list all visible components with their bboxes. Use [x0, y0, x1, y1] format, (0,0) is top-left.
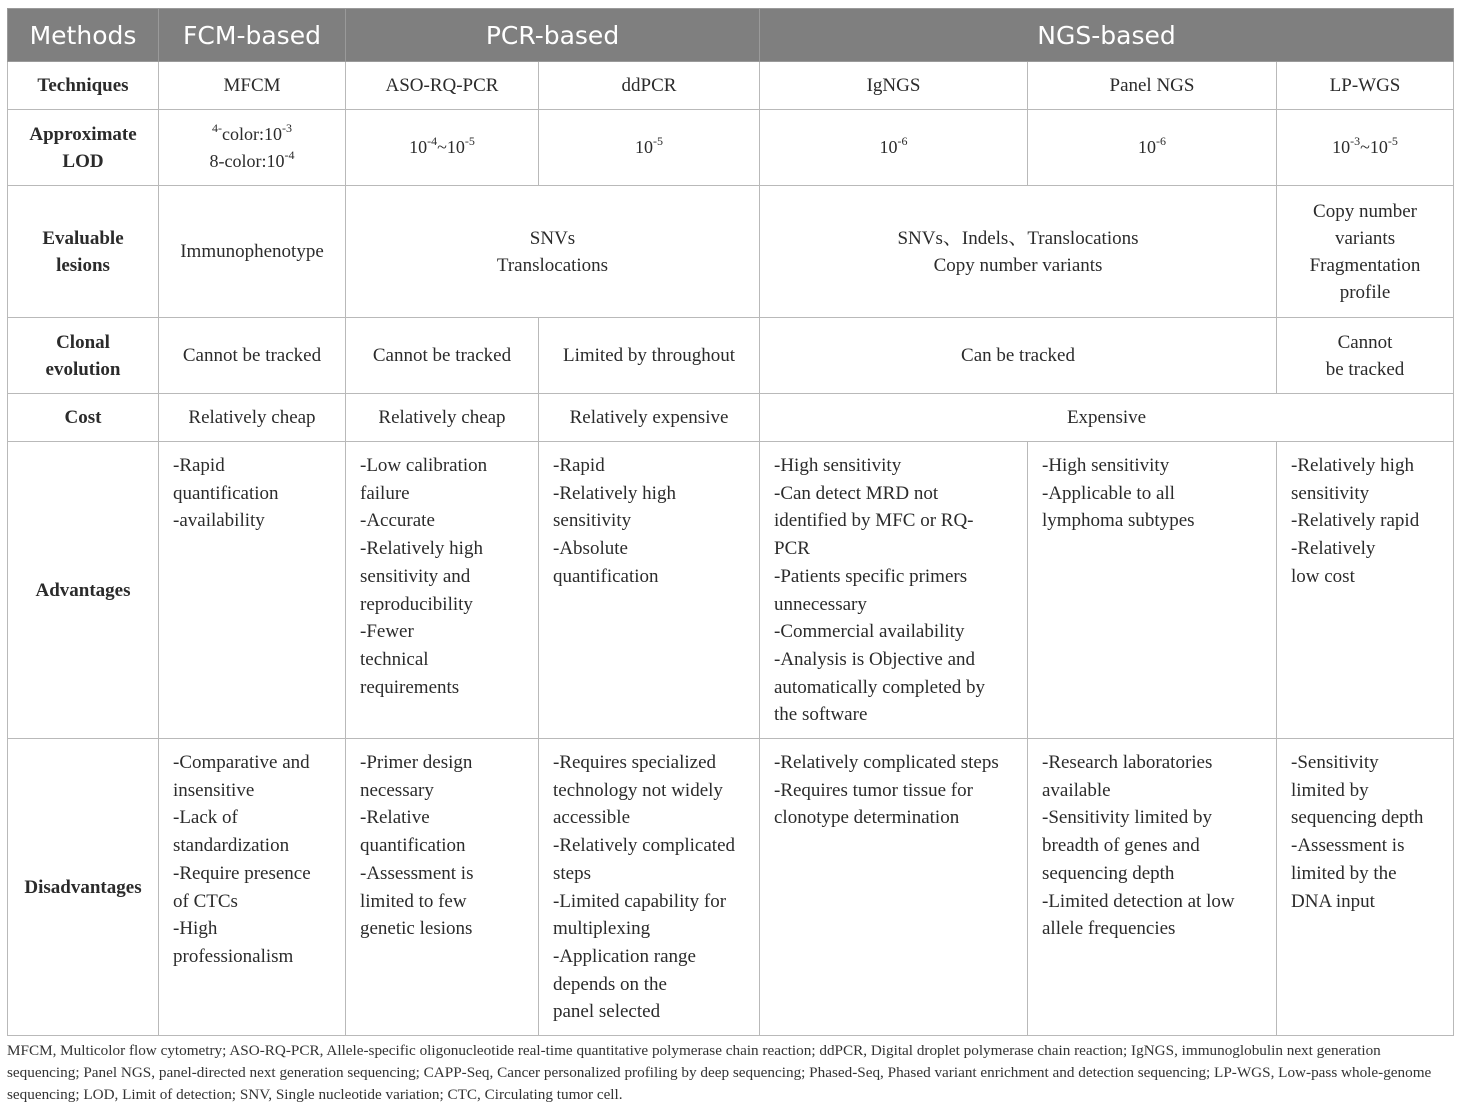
- cell-line: quantification: [173, 482, 279, 504]
- cell-line: -Requires tumor tissue for: [774, 779, 973, 801]
- cell-line: Cannot: [1337, 331, 1393, 353]
- cell-line: -Comparative and: [173, 752, 310, 773]
- cell-advantages-aso: [346, 442, 539, 739]
- cell-disadvantages-mfcm: [159, 739, 346, 1036]
- cell-advantages-igngs: [760, 442, 1028, 739]
- cell-line: of CTCs: [173, 890, 238, 912]
- table-row: [8, 110, 1454, 186]
- lod-line: $^{4-}color:10^{-3}$: [212, 120, 292, 144]
- cell-line: PCR: [774, 538, 810, 560]
- cell-line: -Application range: [553, 945, 696, 967]
- cell-line: -Lack of: [173, 807, 238, 829]
- cell-line: -Fewer: [360, 621, 414, 643]
- cell-line: -Relatively complicated steps: [774, 752, 999, 773]
- cell-line: standardization: [173, 835, 290, 857]
- cell-lod-lpwgs: $10^{-3}\sim 10^{-5}$: [1277, 110, 1454, 186]
- cell-line: Copy number variants: [933, 254, 1103, 276]
- cell-line: automatically completed by: [774, 676, 986, 698]
- cell-cost-ngs: Expensive: [760, 394, 1454, 442]
- cell-line: -Analysis is Objective and: [774, 648, 976, 670]
- cell-line: -Requires specialized: [553, 752, 717, 773]
- table-row: [8, 442, 1454, 739]
- cell-line: -Primer design: [360, 752, 473, 773]
- row-label-advantages: Advantages: [8, 442, 159, 739]
- cell-line: -Accurate: [360, 510, 435, 532]
- cell-line: sensitivity: [1291, 482, 1370, 504]
- cell-line: -Assessment is: [360, 862, 474, 884]
- cell-line: insensitive: [173, 779, 255, 801]
- cell-line: unnecessary: [774, 593, 867, 615]
- mrd-methods-comparison-table: [7, 8, 1454, 1036]
- cell-line: the software: [774, 704, 868, 726]
- row-label-line: evolution: [45, 358, 121, 380]
- cell-line: SNVs: [529, 227, 576, 249]
- cell-clonal-ngs: Can be tracked: [760, 318, 1277, 394]
- cell-line: -Relatively high: [553, 482, 676, 504]
- cell-line: limited by: [1291, 779, 1369, 801]
- cell-line: -Sensitivity limited by: [1042, 807, 1212, 829]
- cell-line: quantification: [553, 565, 659, 587]
- cell-line: panel selected: [553, 1001, 661, 1023]
- cell-line: available: [1042, 779, 1111, 801]
- cell-lod-panel: $10^{-6}$: [1028, 110, 1277, 186]
- cell-line: sequencing depth: [1291, 807, 1424, 829]
- lod-line: $8-color:10^{-4}$: [209, 147, 295, 171]
- cell-lesions-pcr: [346, 186, 760, 318]
- cell-line: -Relatively high: [1291, 455, 1414, 476]
- cell-line: quantification: [360, 835, 466, 857]
- row-label-line: Approximate: [29, 123, 137, 145]
- cell-line: -Relatively high: [360, 538, 483, 560]
- cell-line: -Relatively rapid: [1291, 510, 1420, 532]
- cell-disadvantages-igngs: [760, 739, 1028, 1036]
- cell-line: -availability: [173, 510, 265, 532]
- cell-line: sensitivity: [553, 510, 632, 532]
- cell-clonal-aso: Cannot be tracked: [346, 318, 539, 394]
- cell-line: allele frequencies: [1042, 918, 1176, 940]
- cell-cost-mfcm: Relatively cheap: [159, 394, 346, 442]
- row-label-techniques: Techniques: [8, 62, 159, 110]
- cell-line: reproducibility: [360, 593, 473, 615]
- cell-line: -Low calibration: [360, 455, 488, 476]
- cell-line: technology not widely: [553, 779, 723, 801]
- cell-advantages-mfcm: [159, 442, 346, 739]
- cell-line: sequencing depth: [1042, 862, 1175, 884]
- cell-line: -Applicable to all: [1042, 482, 1175, 504]
- cell-lod-igngs: $10^{-6}$: [760, 110, 1028, 186]
- cell-advantages-panel: [1028, 442, 1277, 739]
- cell-line: accessible: [553, 807, 631, 829]
- cell-line: Translocations: [496, 254, 609, 276]
- cell-clonal-ddpcr: Limited by throughout: [539, 318, 760, 394]
- cell-lod-mfcm: [159, 110, 346, 186]
- table-row: [8, 739, 1454, 1036]
- cell-line: steps: [553, 862, 591, 884]
- cell-mfcm: MFCM: [159, 62, 346, 110]
- row-label-disadvantages: Disadvantages: [8, 739, 159, 1036]
- cell-line: -Relative: [360, 807, 430, 829]
- cell-line: Fragmentation: [1309, 254, 1421, 276]
- cell-line: requirements: [360, 676, 460, 698]
- cell-line: failure: [360, 482, 410, 504]
- cell-lesions-ngs: [760, 186, 1277, 318]
- row-label-clonal: [8, 318, 159, 394]
- cell-line: breadth of genes and: [1042, 835, 1200, 857]
- table-row: [8, 394, 1454, 442]
- table-header: [8, 9, 1454, 62]
- cell-line: professionalism: [173, 945, 294, 967]
- cell-line: -High sensitivity: [1042, 455, 1170, 476]
- cell-line: -Commercial availability: [774, 621, 965, 643]
- header-pcr-based: PCR-based: [346, 9, 760, 62]
- cell-disadvantages-ddpcr: [539, 739, 760, 1036]
- cell-lesions-fcm: Immunophenotype: [159, 186, 346, 318]
- cell-lod-aso: $10^{-4}\sim 10^{-5}$: [346, 110, 539, 186]
- cell-line: -Rapid: [553, 455, 605, 476]
- cell-line: technical: [360, 648, 429, 670]
- cell-line: -High sensitivity: [774, 455, 902, 476]
- row-label-lod: [8, 110, 159, 186]
- cell-line: limited by the: [1291, 862, 1397, 884]
- cell-line: -Relatively complicated: [553, 835, 736, 857]
- cell-clonal-lpwgs: [1277, 318, 1454, 394]
- table-row: [8, 318, 1454, 394]
- cell-line: clonotype determination: [774, 807, 960, 829]
- header-methods: Methods: [8, 9, 159, 62]
- cell-lp-wgs: LP-WGS: [1277, 62, 1454, 110]
- cell-line: multiplexing: [553, 918, 651, 940]
- cell-advantages-lpwgs: [1277, 442, 1454, 739]
- cell-line: sensitivity and: [360, 565, 471, 587]
- cell-ddpcr: ddPCR: [539, 62, 760, 110]
- cell-lesions-lpwgs: [1277, 186, 1454, 318]
- cell-line: -Rapid: [173, 455, 225, 476]
- cell-line: necessary: [360, 779, 434, 801]
- cell-line: -Assessment is: [1291, 835, 1405, 857]
- cell-line: profile: [1339, 281, 1391, 303]
- header-ngs-based: NGS-based: [760, 9, 1454, 62]
- cell-line: -Relatively: [1291, 538, 1376, 560]
- row-label-line: Evaluable: [42, 227, 124, 249]
- header-fcm-based: FCM-based: [159, 9, 346, 62]
- cell-line: variants: [1334, 227, 1396, 249]
- cell-line: -Can detect MRD not: [774, 482, 939, 504]
- cell-line: -Research laboratories: [1042, 752, 1213, 773]
- cell-line: Copy number: [1313, 200, 1417, 222]
- cell-line: limited to few: [360, 890, 467, 912]
- row-label-lesions: [8, 186, 159, 318]
- cell-line: lymphoma subtypes: [1042, 510, 1195, 532]
- cell-line: be tracked: [1325, 358, 1405, 380]
- cell-cost-ddpcr: Relatively expensive: [539, 394, 760, 442]
- cell-advantages-ddpcr: [539, 442, 760, 739]
- cell-disadvantages-lpwgs: [1277, 739, 1454, 1036]
- cell-aso-rq-pcr: ASO-RQ-PCR: [346, 62, 539, 110]
- cell-clonal-mfcm: Cannot be tracked: [159, 318, 346, 394]
- cell-line: -Limited detection at low: [1042, 890, 1235, 912]
- table-row: [8, 62, 1454, 110]
- cell-line: depends on the: [553, 973, 667, 995]
- cell-line: DNA input: [1291, 890, 1375, 912]
- cell-line: -Limited capability for: [553, 890, 727, 912]
- cell-line: -High: [173, 918, 218, 940]
- cell-line: -Require presence: [173, 862, 311, 884]
- comparison-table-container: [7, 8, 1453, 1036]
- cell-line: genetic lesions: [360, 918, 473, 940]
- table-footnote: MFCM, Multicolor flow cytometry; ASO-RQ-PCR, Allele-specific oligonucleotide real-time quantitative polymerase chain reaction; ddPCR, Digital droplet polymerase chain reaction; IgNGS, immunoglobulin next generation sequencing; Panel NGS, panel-directed next generation sequencing; CAPP-Seq, Cancer personalized profiling by deep sequencing; Phased-Seq, Phased variant enrichment and detection sequencing; LP-WGS, Low-pass whole-genome sequencing; LOD, Limit of detection; SNV, Single nucleotide variation; CTC, Circulating tumor cell.: [7, 1042, 1432, 1103]
- cell-igngs: IgNGS: [760, 62, 1028, 110]
- cell-lod-ddpcr: $10^{-5}$: [539, 110, 760, 186]
- cell-line: low cost: [1291, 565, 1355, 587]
- cell-line: -Sensitivity: [1291, 752, 1379, 773]
- cell-cost-aso: Relatively cheap: [346, 394, 539, 442]
- cell-line: -Patients specific primers: [774, 565, 968, 587]
- cell-line: SNVs、Indels、Translocations: [897, 227, 1139, 249]
- cell-line: -Absolute: [553, 538, 628, 560]
- row-label-line: Clonal: [56, 331, 110, 353]
- row-label-line: lesions: [56, 254, 110, 276]
- cell-line: identified by MFC or RQ-: [774, 510, 974, 532]
- cell-disadvantages-panel: [1028, 739, 1277, 1036]
- cell-disadvantages-aso: [346, 739, 539, 1036]
- row-label-line: LOD: [62, 150, 104, 172]
- row-label-cost: Cost: [8, 394, 159, 442]
- table-row: [8, 186, 1454, 318]
- cell-panel-ngs: Panel NGS: [1028, 62, 1277, 110]
